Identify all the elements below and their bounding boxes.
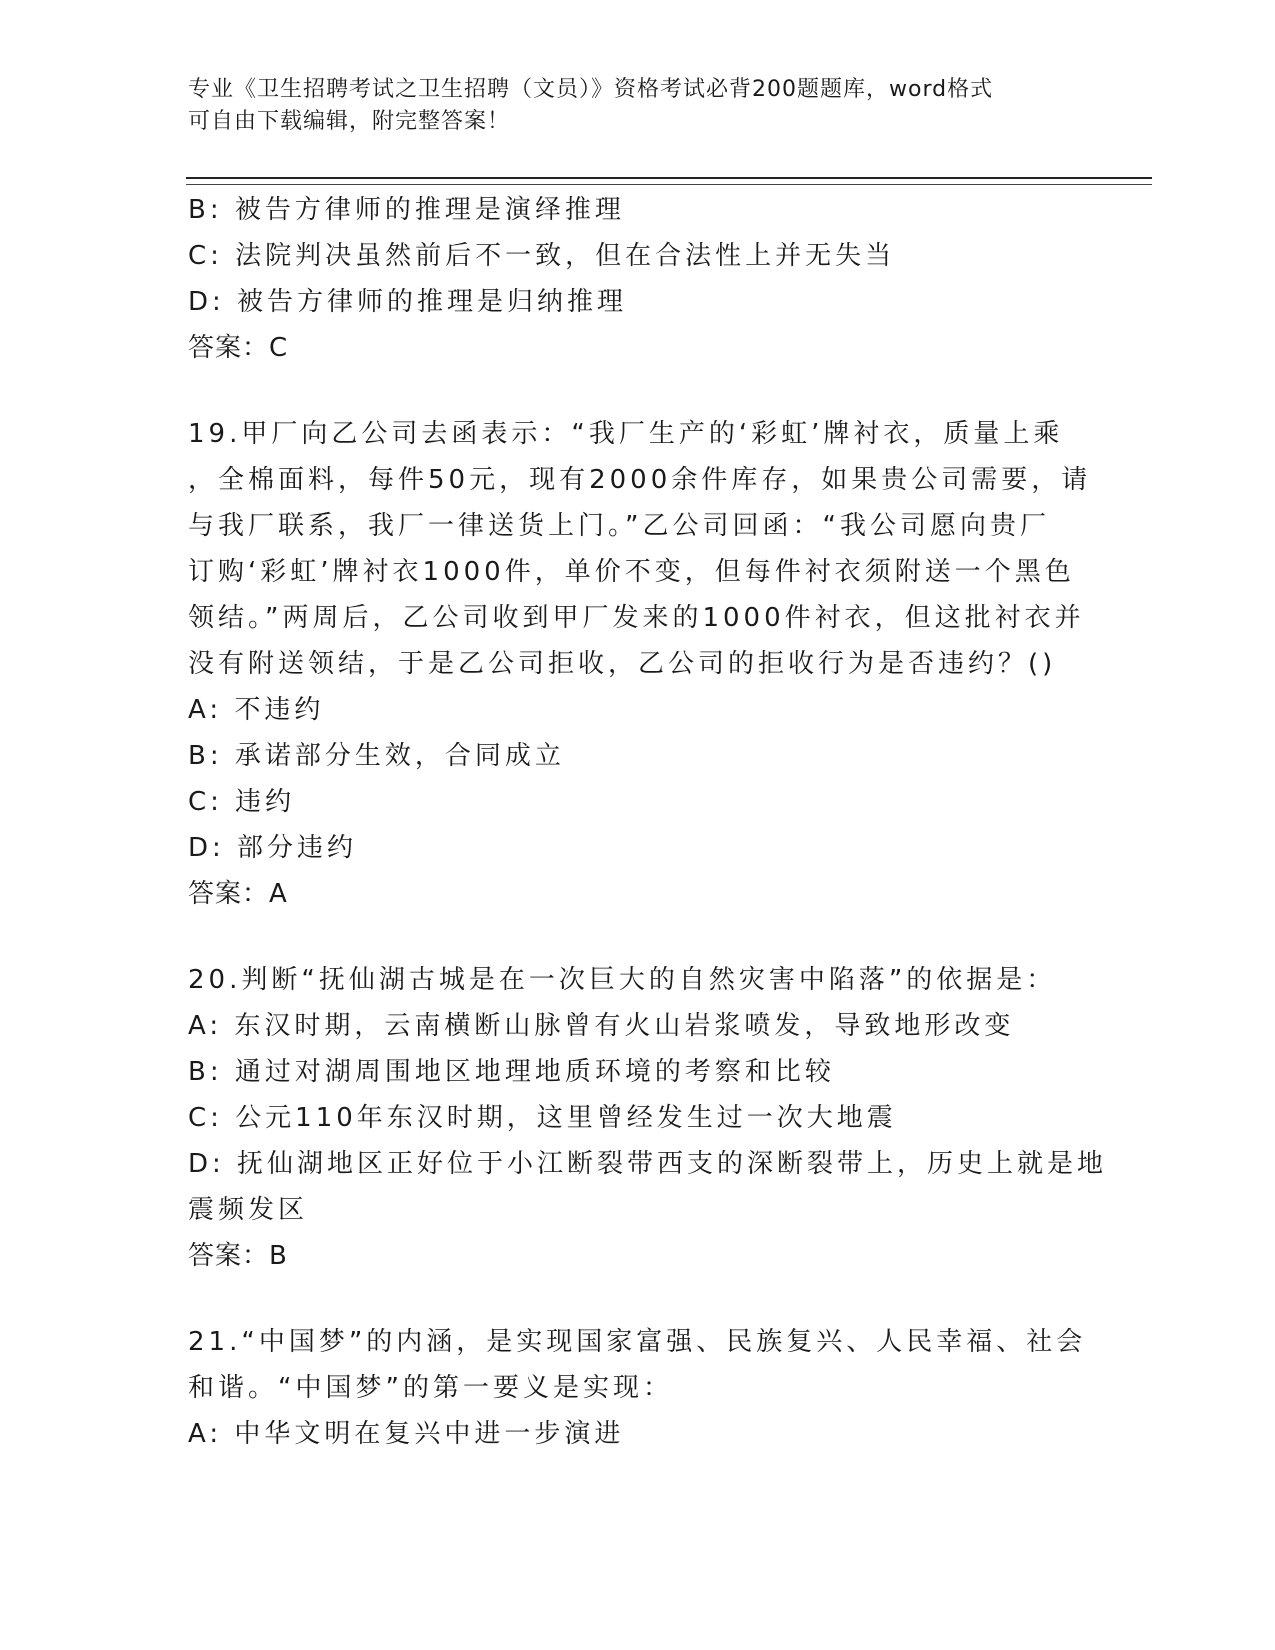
- question-spacer: [188, 371, 1088, 411]
- answer: 答案：A: [188, 879, 288, 909]
- option-b: B: 被告方律师的推理是演绎推理: [188, 195, 625, 225]
- header-title-line-1: 专业《卫生招聘考试之卫生招聘（文员）》资格考试必背200题题库，word格式: [188, 77, 994, 102]
- page-header: [188, 74, 1068, 138]
- option-d: D: 被告方律师的推理是归纳推理: [188, 287, 628, 317]
- question-19: [188, 411, 1092, 917]
- question-stem-line: 和谐。“中国梦”的第一要义是实现：: [188, 1373, 673, 1403]
- question-stem-line: 没有附送领结，于是乙公司拒收，乙公司的拒收行为是否违约？(): [188, 649, 1057, 679]
- option-c: C: 法院判决虽然前后不一致，但在合法性上并无失当: [188, 241, 896, 271]
- question-stem-line: 19.甲厂向乙公司去函表示：“我厂生产的‘彩虹’牌衬衣，质量上乘: [188, 419, 1064, 449]
- question-spacer: [188, 1279, 1088, 1319]
- header-divider-thin: [186, 184, 1152, 185]
- question-stem-line: ，全棉面料，每件50元，现有2000余件库存，如果贵公司需要，请: [188, 465, 1092, 495]
- option-c: C: 公元110年东汉时期，这里曾经发生过一次大地震: [188, 1103, 897, 1133]
- question-stem-line: 领结。”两周后，乙公司收到甲厂发来的1000件衬衣，但这批衬衣并: [188, 603, 1085, 633]
- header-divider-thick: [186, 177, 1152, 179]
- option-d: D: 抚仙湖地区正好位于小江断裂带西支的深断裂带上，历史上就是地: [188, 1149, 1108, 1179]
- option-d-continued: 震频发区: [188, 1195, 309, 1225]
- answer: 答案：C: [188, 333, 289, 363]
- option-a: A: 不违约: [188, 695, 325, 725]
- option-a: A: 东汉时期，云南横断山脉曾有火山岩浆喷发，导致地形改变: [188, 1011, 1015, 1041]
- question-20: [188, 957, 1108, 1279]
- question-spacer: [188, 917, 1088, 957]
- question-stem-line: 与我厂联系，我厂一律送货上门。”乙公司回函：“我公司愿向贵厂: [188, 511, 1050, 541]
- option-c: C: 违约: [188, 787, 296, 817]
- question-18-tail: [188, 187, 1088, 371]
- option-b: B: 承诺部分生效，合同成立: [188, 741, 565, 771]
- option-b: B: 通过对湖周围地区地理地质环境的考察和比较: [188, 1057, 835, 1087]
- header-title-line-2: 可自由下载编辑，附完整答案！: [188, 109, 511, 134]
- answer: 答案：B: [188, 1241, 288, 1271]
- question-stem-line: 21.“中国梦”的内涵，是实现国家富强、民族复兴、人民幸福、社会: [188, 1327, 1087, 1357]
- option-a: A: 中华文明在复兴中进一步演进: [188, 1419, 625, 1449]
- question-list: [188, 187, 1108, 1457]
- question-21: [188, 1319, 1088, 1457]
- question-stem-line: 20.判断“抚仙湖古城是在一次巨大的自然灾害中陷落”的依据是：: [188, 965, 1057, 995]
- option-d: D: 部分违约: [188, 833, 358, 863]
- question-stem-line: 订购‘彩虹’牌衬衣1000件，单价不变，但每件衬衣须附送一个黑色: [188, 557, 1075, 587]
